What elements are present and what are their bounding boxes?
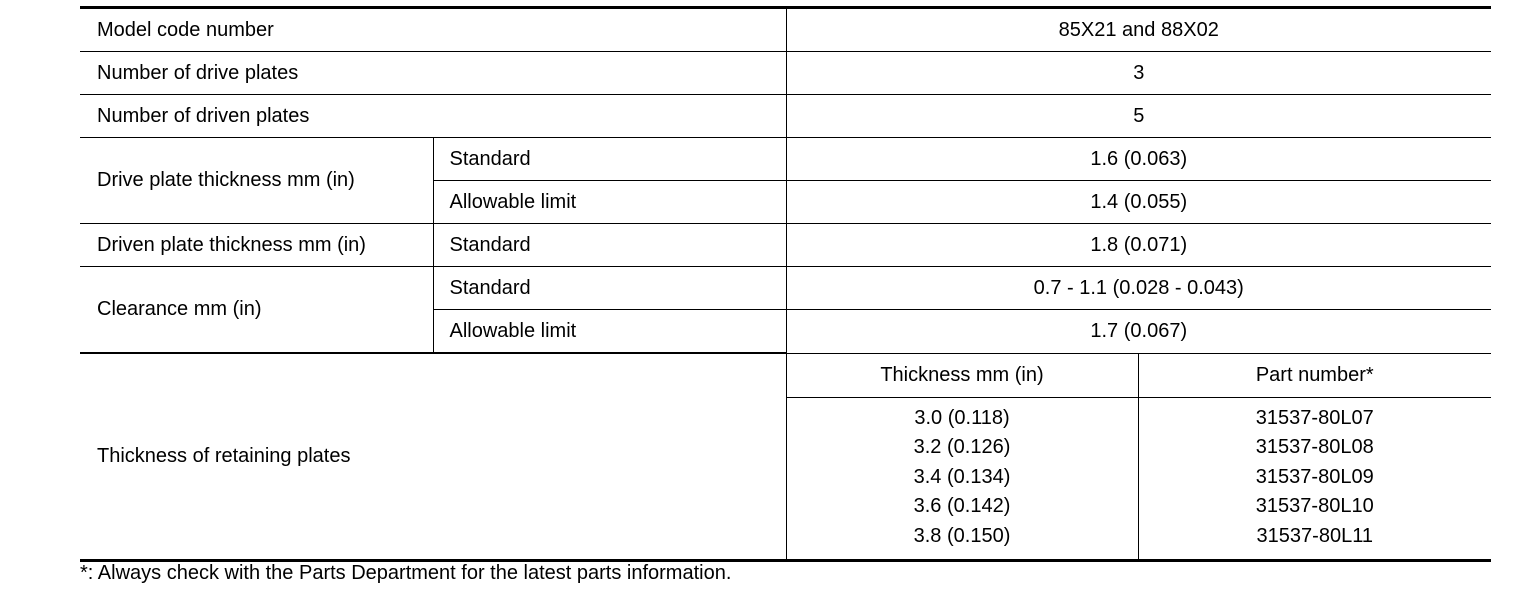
clearance-standard-label: Standard: [433, 267, 786, 310]
thickness-value: 3.4 (0.134): [913, 465, 1011, 488]
drive-thickness-limit-label: Allowable limit: [433, 181, 786, 224]
drive-thickness-label: Drive plate thickness mm (in): [80, 138, 433, 224]
driven-plates-value: 5: [786, 95, 1491, 138]
driven-thickness-standard-value: 1.8 (0.071): [786, 224, 1491, 267]
clutch-spec-table: [80, 6, 1491, 562]
drive-thickness-limit-value: 1.4 (0.055): [786, 181, 1491, 224]
drive-thickness-standard-label: Standard: [433, 138, 786, 181]
table-row: [80, 8, 1491, 52]
part-number-value: 31537-80L11: [1256, 524, 1373, 547]
clearance-standard-value: 0.7 - 1.1 (0.028 - 0.043): [786, 267, 1491, 310]
drive-thickness-standard-value: 1.6 (0.063): [786, 138, 1491, 181]
drive-plates-label: Number of drive plates: [80, 52, 786, 95]
part-number-value: 31537-80L10: [1255, 495, 1374, 517]
clearance-label: Clearance mm (in): [80, 267, 433, 354]
part-number-value: 31537-80L09: [1255, 465, 1374, 488]
retaining-plates-label: Thickness of retaining plates: [80, 353, 786, 561]
thickness-value: 3.0 (0.118): [914, 406, 1010, 429]
driven-plates-label: Number of driven plates: [80, 95, 786, 138]
driven-thickness-standard-label: Standard: [433, 224, 786, 267]
part-number-value: 31537-80L07: [1255, 406, 1374, 429]
model-code-label: Model code number: [80, 8, 786, 52]
thickness-value: 3.8 (0.150): [913, 524, 1011, 547]
footnote: *: Always check with the Parts Department for the latest parts information.: [80, 562, 732, 584]
drive-plates-value: 3: [786, 52, 1491, 95]
table-row: [80, 138, 1491, 181]
part-number-list: [1138, 397, 1491, 561]
table-row: [80, 353, 1491, 397]
table-row: [80, 52, 1491, 95]
thickness-value: 3.6 (0.142): [913, 495, 1011, 517]
driven-thickness-label: Driven plate thickness mm (in): [80, 224, 433, 267]
part-number-value: 31537-80L08: [1255, 436, 1374, 458]
thickness-column-header: Thickness mm (in): [786, 353, 1138, 397]
table-row: [80, 267, 1491, 310]
table-row: [80, 224, 1491, 267]
model-code-value: 85X21 and 88X02: [786, 8, 1491, 52]
thickness-value: 3.2 (0.126): [913, 436, 1011, 458]
table-row: [80, 95, 1491, 138]
clearance-limit-label: Allowable limit: [433, 310, 786, 354]
clearance-limit-value: 1.7 (0.067): [786, 310, 1491, 354]
part-number-column-header: Part number*: [1138, 353, 1491, 397]
thickness-list: [786, 397, 1138, 561]
